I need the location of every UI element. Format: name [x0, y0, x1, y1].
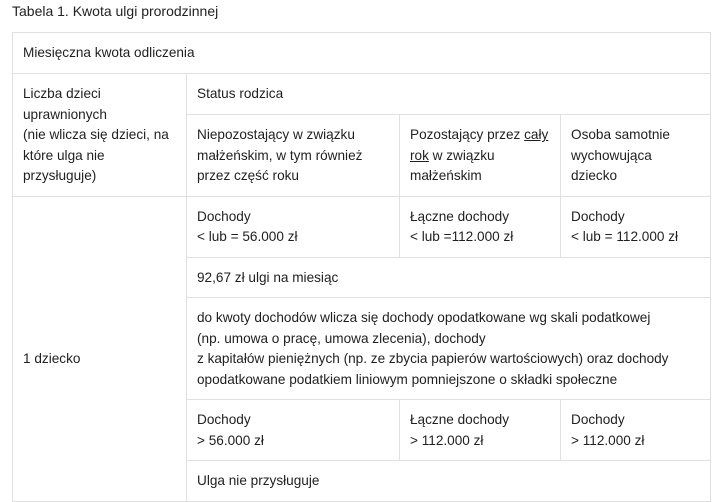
- header-line: uprawnionych: [23, 106, 107, 122]
- relief-amount: 92,67 zł ulgi na miesiąc: [187, 257, 711, 298]
- note-line: (np. umowa o pracę, umowa zlecenia), dochody: [197, 330, 486, 346]
- threshold-line: Łączne dochody: [410, 412, 510, 427]
- status-text: Pozostający przez: [410, 127, 525, 142]
- income-threshold-cell: [561, 196, 711, 257]
- header-line: które ulga nie: [23, 147, 105, 163]
- status-text: w związku: [428, 147, 495, 163]
- threshold-line: Łączne dochody: [410, 208, 510, 224]
- status-line: małżeńskim: [410, 168, 482, 183]
- income-threshold-cell: [187, 196, 400, 257]
- status-line: Niepozostający w związku: [197, 127, 355, 142]
- note-line: z kapitałów pieniężnych (np. ze zbycia papierów wartościowych) oraz dochody: [197, 351, 669, 366]
- status-married: [400, 115, 561, 197]
- note-line: opodatkowane podatkiem liniowym pomniejszone o składki społeczne: [197, 371, 618, 387]
- threshold-line: < lub = 112.000 zł: [571, 229, 679, 244]
- header-line: Liczba dzieci: [23, 86, 101, 101]
- income-note: [187, 298, 711, 400]
- threshold-line: Dochody: [197, 208, 251, 224]
- header-line: przysługuje): [23, 168, 97, 183]
- income-threshold-cell: [187, 400, 400, 461]
- parent-status-header: Status rodzica: [187, 74, 711, 115]
- note-line: do kwoty dochodów wlicza się dochody opodatkowane wg skali podatkowej: [197, 310, 651, 325]
- status-line: [410, 125, 550, 146]
- threshold-line: < lub = 56.000 zł: [197, 229, 298, 244]
- underlined-text: rok: [410, 147, 429, 163]
- income-threshold-cell: [400, 400, 561, 461]
- status-unmarried: [187, 115, 400, 197]
- table-row: [13, 74, 711, 115]
- status-single-parent: [561, 115, 711, 197]
- income-threshold-cell: [400, 196, 561, 257]
- children-count-header: [13, 74, 187, 197]
- status-line: przez część roku: [197, 168, 299, 183]
- table-caption: Tabela 1. Kwota ulgi prorodzinnej: [12, 3, 219, 19]
- one-child-label: 1 dziecko: [13, 196, 187, 501]
- table-row: [13, 196, 711, 257]
- threshold-line: Dochody: [571, 208, 625, 224]
- relief-table: [12, 32, 711, 502]
- status-line: [410, 146, 550, 167]
- status-line: małżeńskim, w tym również: [197, 147, 363, 163]
- threshold-line: > 112.000 zł: [410, 432, 484, 448]
- threshold-line: Dochody: [571, 412, 625, 427]
- income-threshold-cell: [561, 400, 711, 461]
- monthly-deduction-header: Miesięczna kwota odliczenia: [13, 33, 711, 74]
- no-relief-text: Ulga nie przysługuje: [187, 461, 711, 502]
- status-line: Osoba samotnie: [571, 127, 670, 142]
- status-line: wychowująca: [571, 147, 652, 163]
- threshold-line: > 112.000 zł: [571, 432, 645, 448]
- threshold-line: < lub =112.000 zł: [410, 229, 514, 244]
- underlined-text: cały: [524, 127, 549, 142]
- threshold-line: > 56.000 zł: [197, 432, 264, 448]
- status-line: dziecko: [571, 168, 618, 183]
- threshold-line: Dochody: [197, 412, 251, 427]
- table-row: [13, 33, 711, 74]
- header-line: (nie wlicza się dzieci, na: [23, 127, 169, 142]
